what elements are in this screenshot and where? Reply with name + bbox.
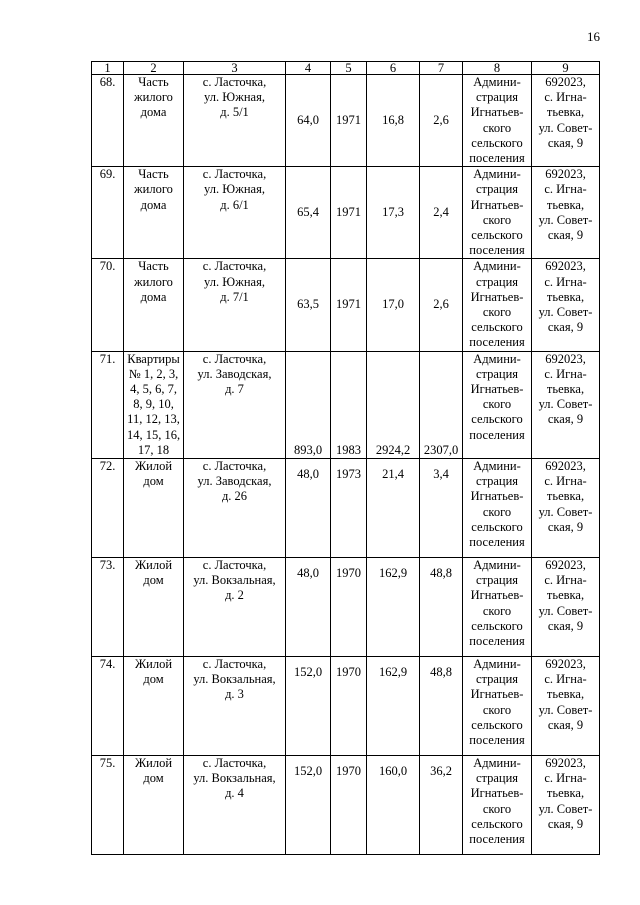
- row-number: 73.: [92, 558, 124, 657]
- object-name: Жилой дом: [124, 756, 184, 855]
- column-header: 1: [92, 62, 124, 75]
- object-area: 152,0: [286, 657, 331, 756]
- object-year: 1970: [331, 657, 367, 756]
- object-address: с. Ласточка, ул. Южная, д. 6/1: [184, 167, 286, 259]
- object-value-1: 16,8: [367, 75, 420, 167]
- object-owner: Админи- страция Игнатьев- ского сельского поселения: [463, 459, 532, 558]
- object-owner: Админи- страция Игнатьев- ского сельского поселения: [463, 75, 532, 167]
- column-header: 5: [331, 62, 367, 75]
- object-area: 48,0: [286, 558, 331, 657]
- row-number: 74.: [92, 657, 124, 756]
- object-year: 1973: [331, 459, 367, 558]
- column-header: 4: [286, 62, 331, 75]
- table-row: [92, 558, 600, 657]
- object-address: с. Ласточка, ул. Заводская, д. 26: [184, 459, 286, 558]
- object-owner: Админи- страция Игнатьев- ского сельского поселения: [463, 558, 532, 657]
- column-number-row: [92, 62, 600, 75]
- object-value-2: 2,4: [420, 167, 463, 259]
- object-address: с. Ласточка, ул. Заводская, д. 7: [184, 351, 286, 458]
- table-row: [92, 167, 600, 259]
- object-name: Жилой дом: [124, 459, 184, 558]
- object-year: 1971: [331, 75, 367, 167]
- object-owner: Админи- страция Игнатьев- ского сельского поселения: [463, 756, 532, 855]
- object-name: Часть жилого дома: [124, 167, 184, 259]
- object-area: 893,0: [286, 351, 331, 458]
- owner-address: 692023, с. Игна- тьевка, ул. Совет- ская, 9: [532, 558, 600, 657]
- object-value-1: 17,0: [367, 259, 420, 351]
- table-row: [92, 351, 600, 458]
- object-value-1: 162,9: [367, 558, 420, 657]
- property-registry-table: [91, 61, 600, 855]
- object-value-1: 162,9: [367, 657, 420, 756]
- owner-address: 692023, с. Игна- тьевка, ул. Совет- ская, 9: [532, 75, 600, 167]
- object-area: 48,0: [286, 459, 331, 558]
- row-number: 71.: [92, 351, 124, 458]
- owner-address: 692023, с. Игна- тьевка, ул. Совет- ская, 9: [532, 756, 600, 855]
- object-year: 1970: [331, 756, 367, 855]
- object-owner: Админи- страция Игнатьев- ского сельского поселения: [463, 167, 532, 259]
- object-value-2: 2307,0: [420, 351, 463, 458]
- table-row: [92, 657, 600, 756]
- column-header: 3: [184, 62, 286, 75]
- table-row: [92, 259, 600, 351]
- table-row: [92, 459, 600, 558]
- column-header: 6: [367, 62, 420, 75]
- object-name: Квартиры № 1, 2, 3, 4, 5, 6, 7, 8, 9, 10, 11, 12, 13, 14, 15, 16, 17, 18: [124, 351, 184, 458]
- column-header: 9: [532, 62, 600, 75]
- object-area: 63,5: [286, 259, 331, 351]
- column-header: 7: [420, 62, 463, 75]
- object-owner: Админи- страция Игнатьев- ского сельского поселения: [463, 657, 532, 756]
- object-area: 152,0: [286, 756, 331, 855]
- owner-address: 692023, с. Игна- тьевка, ул. Совет- ская, 9: [532, 259, 600, 351]
- object-name: Жилой дом: [124, 558, 184, 657]
- object-year: 1971: [331, 167, 367, 259]
- object-year: 1970: [331, 558, 367, 657]
- object-value-1: 17,3: [367, 167, 420, 259]
- object-value-2: 3,4: [420, 459, 463, 558]
- object-area: 65,4: [286, 167, 331, 259]
- owner-address: 692023, с. Игна- тьевка, ул. Совет- ская, 9: [532, 459, 600, 558]
- column-header: 2: [124, 62, 184, 75]
- object-name: Жилой дом: [124, 657, 184, 756]
- table-row: [92, 756, 600, 855]
- object-address: с. Ласточка, ул. Вокзальная, д. 3: [184, 657, 286, 756]
- object-value-1: 21,4: [367, 459, 420, 558]
- row-number: 75.: [92, 756, 124, 855]
- column-header: 8: [463, 62, 532, 75]
- object-value-2: 48,8: [420, 657, 463, 756]
- object-value-1: 160,0: [367, 756, 420, 855]
- row-number: 72.: [92, 459, 124, 558]
- object-owner: Админи- страция Игнатьев- ского сельского поселения: [463, 259, 532, 351]
- object-value-2: 48,8: [420, 558, 463, 657]
- owner-address: 692023, с. Игна- тьевка, ул. Совет- ская, 9: [532, 657, 600, 756]
- object-address: с. Ласточка, ул. Южная, д. 7/1: [184, 259, 286, 351]
- row-number: 68.: [92, 75, 124, 167]
- object-year: 1971: [331, 259, 367, 351]
- object-value-2: 2,6: [420, 75, 463, 167]
- object-area: 64,0: [286, 75, 331, 167]
- object-name: Часть жилого дома: [124, 259, 184, 351]
- owner-address: 692023, с. Игна- тьевка, ул. Совет- ская, 9: [532, 167, 600, 259]
- object-name: Часть жилого дома: [124, 75, 184, 167]
- owner-address: 692023, с. Игна- тьевка, ул. Совет- ская, 9: [532, 351, 600, 458]
- table-row: [92, 75, 600, 167]
- object-value-2: 2,6: [420, 259, 463, 351]
- object-address: с. Ласточка, ул. Южная, д. 5/1: [184, 75, 286, 167]
- row-number: 70.: [92, 259, 124, 351]
- object-value-1: 2924,2: [367, 351, 420, 458]
- object-address: с. Ласточка, ул. Вокзальная, д. 4: [184, 756, 286, 855]
- row-number: 69.: [92, 167, 124, 259]
- object-year: 1983: [331, 351, 367, 458]
- object-owner: Админи- страция Игнатьев- ского сельского поселения: [463, 351, 532, 458]
- object-address: с. Ласточка, ул. Вокзальная, д. 2: [184, 558, 286, 657]
- page-number: 16: [587, 29, 600, 44]
- object-value-2: 36,2: [420, 756, 463, 855]
